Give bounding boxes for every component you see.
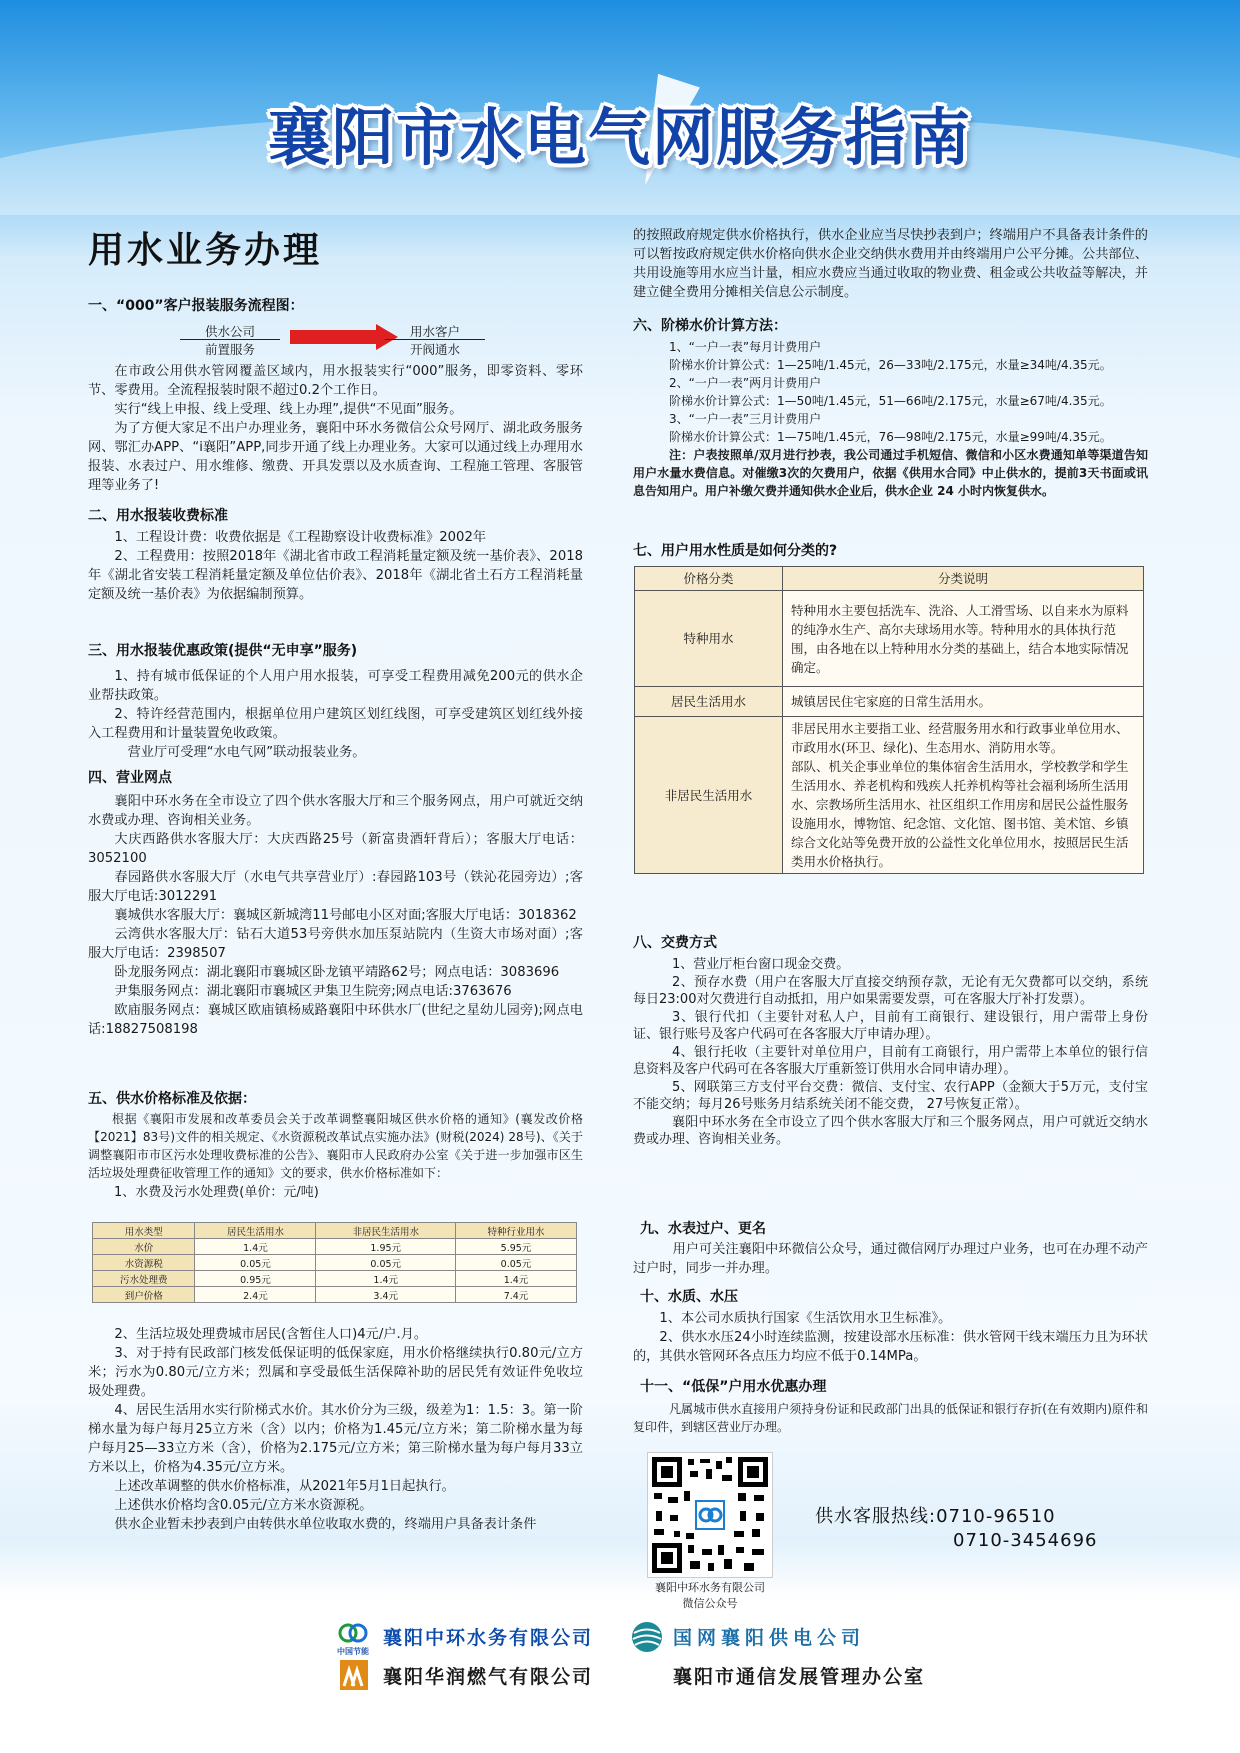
- table-cell: 1.4元: [316, 1271, 456, 1287]
- s9-paragraph-1: 用户可关注襄阳中环微信公众号，通过微信网厅办理过户业务，也可在办理不动产过户时，同步一并办理。: [633, 1242, 1148, 1276]
- s6-line-3: 3、“一户一表”三月计费用户: [669, 412, 822, 426]
- s5-paragraph-2: 2、生活垃圾处理费城市居民(含暂住人口)4元/户.月。: [114, 1327, 428, 1342]
- cls-category-special: 特种用水: [635, 591, 783, 687]
- state-grid-logo-icon: [630, 1620, 664, 1654]
- cls-category-nonresident: 非居民生活用水: [635, 717, 783, 874]
- classification-table-header: [635, 567, 1144, 591]
- table-row: [93, 1239, 577, 1255]
- cls-description-nonresident: [783, 717, 1144, 874]
- s2-heading: 二、用水报装收费标准: [88, 508, 228, 524]
- qr-code[interactable]: [647, 1452, 773, 1578]
- table-cell: 5.95元: [455, 1239, 576, 1255]
- qr-caption-2: 微信公众号: [682, 1597, 738, 1610]
- table-cell: 3.4元: [316, 1287, 456, 1303]
- s1-paragraph-1: 在市政公用供水管网覆盖区域内，用水报装实行“000”服务，即零资料、零环节、零费用。全流程报装时限不超过0.2个工作日。: [88, 364, 583, 398]
- flow-left-bottom: 前置服务: [204, 342, 255, 357]
- s11-paragraph-1: 凡属城市供水直接用户须持身份证和民政部门出具的低保证和银行存折(在有效期内)原件和复印件，到辖区营业厅办理。: [633, 1402, 1148, 1434]
- s5-continued: 的按照政府规定供水价格执行，供水企业应当尽快抄表到户；终端用户不具备表计条件的可以暂按政府规定供水价格向供水企业交纳供水费用并由终端用户公平分摊。公共部位、共用设施等用水应当计量，相应水费应当通过收取的物业费、租金或公共收益等解决，并建立健全费用分摊相关信息公示制度。: [633, 228, 1148, 300]
- table-row: [635, 717, 1144, 874]
- cecep-logo-icon: [337, 1621, 369, 1647]
- table-cell: 到户价格: [93, 1287, 195, 1303]
- hotline-second: 0710-3454696: [953, 1530, 1098, 1551]
- s8-paragraph-1: 1、营业厅柜台窗口现金交费。: [672, 957, 850, 972]
- s1-heading: 一、“000”客户报装服务流程图：: [88, 298, 304, 314]
- s3-paragraph-3: 营业厅可受理“水电气网”联动报装业务。: [127, 745, 366, 760]
- s1-paragraph-3: 为了方便大家足不出户办理业务，襄阳中环水务微信公众号网厅、湖北政务服务网、鄂汇办APP、“i襄阳”APP,同步开通了线上办理业务。大家可以通过线上办理用水报装、水表过户、用水维修、缴费、开具发票以及水质查询、工程施工管理、客服管理等业务了!: [88, 421, 583, 493]
- s4-heading: 四、营业网点: [88, 770, 172, 786]
- cls-category-resident: 居民生活用水: [635, 687, 783, 717]
- cls-nonresident-text-1: 非居民用水主要指工业、经营服务用水和行政事业单位用水、市政用水(环卫、绿化)、生态用水、消防用水等。: [791, 721, 1129, 755]
- s4-paragraph-1: 襄阳中环水务在全市设立了四个供水客服大厅和三个服务网点，用户可就近交纳水费或办理、咨询相关业务。: [88, 794, 583, 828]
- flow-left-top: 供水公司: [204, 324, 255, 339]
- s8-paragraph-4: 4、银行托收（主要针对单位用户，目前有工商银行，用户需带上本单位的银行信息资料及客户代码可在各客服大厅重新签订供用水合同申请办理）。: [633, 1044, 1148, 1077]
- table-cell: 0.05元: [195, 1255, 316, 1271]
- table-cell: 1.4元: [195, 1239, 316, 1255]
- cls-th-category: 价格分类: [635, 567, 783, 591]
- table-cell: 1.95元: [316, 1239, 456, 1255]
- footer-org-water: 襄阳中环水务有限公司: [383, 1627, 594, 1649]
- s7-heading: 七、用户用水性质是如何分类的?: [633, 543, 838, 559]
- footer-org-grid: 国网襄阳供电公司: [673, 1627, 866, 1649]
- s8-paragraph-3: 3、银行代扣（主要针对私人户，目前有工商银行、建设银行，用户需带上身份证、银行账号及客户代码可在各客服大厅申请办理）。: [633, 1009, 1148, 1042]
- cls-th-description: 分类说明: [783, 567, 1144, 591]
- s6-line-2: 2、“一户一表”两月计费用户: [669, 376, 822, 390]
- flow-right-top: 用水客户: [409, 324, 460, 339]
- table-row: [635, 687, 1144, 717]
- footer-org-telecom: 襄阳市通信发展管理办公室: [673, 1666, 926, 1688]
- cr-gas-logo-icon: [340, 1660, 368, 1690]
- table-cell: 污水处理费: [93, 1271, 195, 1287]
- qr-caption-1: 襄阳中环水务有限公司: [655, 1581, 765, 1594]
- price-table: [92, 1222, 577, 1303]
- table-row: [635, 591, 1144, 687]
- s6-formula-3: 阶梯水价计算公式：1—75吨/1.45元，76—98吨/2.175元，水量≥99吨/4.35元。: [669, 430, 1112, 444]
- qr-code-icon: [648, 1453, 772, 1577]
- s4-location-oumiao: 欧庙服务网点：襄城区欧庙镇杨威路襄阳中环供水厂(世纪之星幼儿园旁);网点电话:18827508198: [88, 1003, 583, 1037]
- s6-formula-1: 阶梯水价计算公式：1—25吨/1.45元，26—33吨/2.175元，水量≥34吨/4.35元。: [669, 358, 1112, 372]
- s6-line-1: 1、“一户一表”每月计费用户: [669, 340, 822, 354]
- s2-paragraph-1: 1、工程设计费：收费依据是《工程勘察设计收费标准》2002年: [114, 530, 487, 545]
- table-cell: 水资源税: [93, 1255, 195, 1271]
- s3-paragraph-1: 1、持有城市低保证的个人用户用水报装，可享受工程费用减免200元的供水企业帮扶政策。: [88, 669, 583, 703]
- table-row: [93, 1255, 577, 1271]
- s4-location-chunyuan: 春园路供水客服大厅（水电气共享营业厅）:春园路103号（铁沁花园旁边）;客服大厅电话:3012291: [88, 870, 583, 904]
- s10-paragraph-1: 1、本公司水质执行国家《生活饮用水卫生标准》。: [659, 1311, 952, 1326]
- s6-note: 注：户表按照单/双月进行抄表，我公司通过手机短信、微信和小区水费通知单等渠道告知用户水量水费信息。对催缴3次的欠费用户，依据《供用水合同》中止供水的，提前3天书面或讯息告知用户。用户补缴欠费并通知供水企业后，供水企业 24 小时内恢复供水。: [633, 448, 1148, 498]
- table-cell: 7.4元: [455, 1287, 576, 1303]
- table-row: [93, 1271, 577, 1287]
- hotline-label: 供水客服热线:0710-96510: [815, 1506, 1056, 1527]
- table-cell: 2.4元: [195, 1287, 316, 1303]
- cecep-logo-text: 中国节能: [337, 1647, 369, 1656]
- s6-formula-2: 阶梯水价计算公式：1—50吨/1.45元，51—66吨/2.175元，水量≥67吨/4.35元。: [669, 394, 1112, 408]
- section-title: 用水业务办理: [88, 230, 323, 271]
- price-th-nonresident: 非居民生活用水: [316, 1223, 456, 1239]
- s5-heading: 五、供水价格标准及依据：: [88, 1091, 256, 1107]
- s5-table-caption: 1、水费及污水处理费(单价：元/吨): [114, 1185, 319, 1200]
- s10-paragraph-2: 2、供水水压24小时连续监测，按建设部水压标准：供水管网干线末端压力且为环状的，其供水管网环各点压力均应不低于0.14MPa。: [633, 1330, 1148, 1364]
- s5-paragraph-1: 根据《襄阳市发展和改革委员会关于改革调整襄阳城区供水价格的通知》(襄发改价格【2021】83号)文件的相关规定、《水资源税改革试点实施办法》(财税(2024) 28号)、《关于调整襄阳市市区污水处理收费标准的公告》、襄阳市人民政府办公室《关于进一步加强市区生活垃圾处理费征收管理工作的通知》文的要求，供水价格标准如下：: [88, 1112, 583, 1180]
- table-cell: 0.95元: [195, 1271, 316, 1287]
- s8-paragraph-5: 5、网联第三方支付平台交费：微信、支付宝、农行APP（金额大于5万元，支付宝不能交纳；每月26号账务月结系统关闭不能交费， 27号恢复正常）。: [633, 1079, 1148, 1112]
- s5-paragraph-5: 上述改革调整的供水价格标准，从2021年5月1日起执行。: [114, 1479, 455, 1494]
- s4-location-yinji: 尹集服务网点：湖北襄阳市襄城区尹集卫生院旁;网点电话:3763676: [114, 984, 512, 999]
- s3-paragraph-2: 2、特许经营范围内，根据单位用户建筑区划红线图，可享受建筑区划红线外接入工程费用和计量装置免收政策。: [88, 707, 583, 741]
- page-title: 襄阳市水电气网服务指南: [267, 101, 972, 174]
- process-flow-diagram: [180, 322, 485, 356]
- price-table-header: [93, 1223, 577, 1239]
- s4-location-daqing: 大庆西路供水客服大厅：大庆西路25号（新富贵酒轩背后）；客服大厅电话：3052100: [88, 832, 583, 866]
- s6-heading: 六、阶梯水价计算方法：: [633, 318, 787, 334]
- s8-paragraph-2: 2、预存水费（用户在客服大厅直接交纳预存款，无论有无欠费都可以交纳，系统每日23:00对欠费进行自动抵扣，用户如果需要发票，可在客服大厅补打发票）。: [633, 974, 1148, 1007]
- s2-paragraph-2: 2、工程费用：按照2018年《湖北省市政工程消耗量定额及统一基价表》、2018年《湖北省安装工程消耗量定额及单位估价表》、2018年《湖北省土石方工程消耗量定额及统一基价表》为依据编制预算。: [88, 549, 583, 602]
- price-th-resident: 居民生活用水: [195, 1223, 316, 1239]
- flow-arrow-icon: [290, 330, 376, 344]
- table-row: [93, 1287, 577, 1303]
- price-th-special: 特种行业用水: [455, 1223, 576, 1239]
- s5-paragraph-4: 4、居民生活用水实行阶梯式水价。其水价分为三级，级差为1：1.5：3。第一阶梯水量为每户每月25立方米（含）以内；价格为1.45元/立方米；第二阶梯水量为每户每月25—33立方米（含），价格为2.175元/立方米；第三阶梯水量为每户每月33立方米以上，价格为4.35元/立方米。: [88, 1403, 583, 1475]
- classification-table: [634, 566, 1144, 874]
- cls-description-resident: 城镇居民住宅家庭的日常生活用水。: [783, 687, 1144, 717]
- s4-location-wolong: 卧龙服务网点：湖北襄阳市襄城区卧龙镇平靖路62号；网点电话：3083696: [114, 965, 560, 980]
- s5-paragraph-3: 3、对于持有民政部门核发低保证明的低保家庭，用水价格继续执行0.80元/立方米；污水为0.80元/立方米；烈属和享受最低生活保障补助的居民凭有效证件免收垃圾处理费。: [88, 1346, 583, 1399]
- table-cell: 0.05元: [455, 1255, 576, 1271]
- s1-paragraph-2: 实行“线上申报、线上受理、线上办理”,提供“不见面”服务。: [114, 402, 463, 417]
- s8-paragraph-6: 襄阳中环水务在全市设立了四个供水客服大厅和三个服务网点，用户可就近交纳水费或办理、咨询相关业务。: [633, 1114, 1148, 1147]
- table-cell: 0.05元: [316, 1255, 456, 1271]
- cls-description-special: 特种用水主要包括洗车、洗浴、人工滑雪场、以自来水为原料的纯净水生产、高尔夫球场用水等。特种用水的具体执行范围，由各地在以上特种用水分类的基础上，结合本地实际情况确定。: [783, 591, 1144, 687]
- s8-heading: 八、交费方式: [633, 935, 717, 951]
- flow-right-bottom: 开阀通水: [409, 342, 460, 357]
- table-cell: 水价: [93, 1239, 195, 1255]
- cls-nonresident-text-2: 部队、机关企事业单位的集体宿舍生活用水，学校教学和学生生活用水、养老机构和残疾人托养机构等社会福利场所生活用水、宗教场所生活用水、社区组织工作用房和居民公益性服务设施用水，博物馆、纪念馆、文化馆、图书馆、美术馆、乡镇综合文化站等免费开放的公益性文化单位用水，按照居民生活类用水价格执行。: [791, 759, 1129, 869]
- s4-location-xiangcheng: 襄城供水客服大厅：襄城区新城湾11号邮电小区对面;客服大厅电话：3018362: [114, 908, 577, 923]
- s3-heading: 三、用水报装优惠政策(提供“无申享”服务): [88, 643, 358, 659]
- s5-paragraph-7: 供水企业暂未抄表到户由转供水单位收取水费的，终端用户具备表计条件: [114, 1517, 537, 1532]
- s10-heading: 十、水质、水压: [640, 1289, 738, 1305]
- price-th-type: 用水类型: [93, 1223, 195, 1239]
- s9-heading: 九、水表过户、更名: [640, 1221, 766, 1237]
- s5-paragraph-6: 上述供水价格均含0.05元/立方米水资源税。: [114, 1498, 373, 1513]
- header-banner: [0, 0, 1240, 215]
- s4-location-yunwan: 云湾供水客服大厅：钻石大道53号旁供水加压泵站院内（生资大市场对面）;客服大厅电话：2398507: [88, 927, 583, 961]
- s11-heading: 十一、“低保”户用水优惠办理: [640, 1379, 827, 1395]
- table-cell: 1.4元: [455, 1271, 576, 1287]
- footer-org-gas: 襄阳华润燃气有限公司: [383, 1666, 594, 1688]
